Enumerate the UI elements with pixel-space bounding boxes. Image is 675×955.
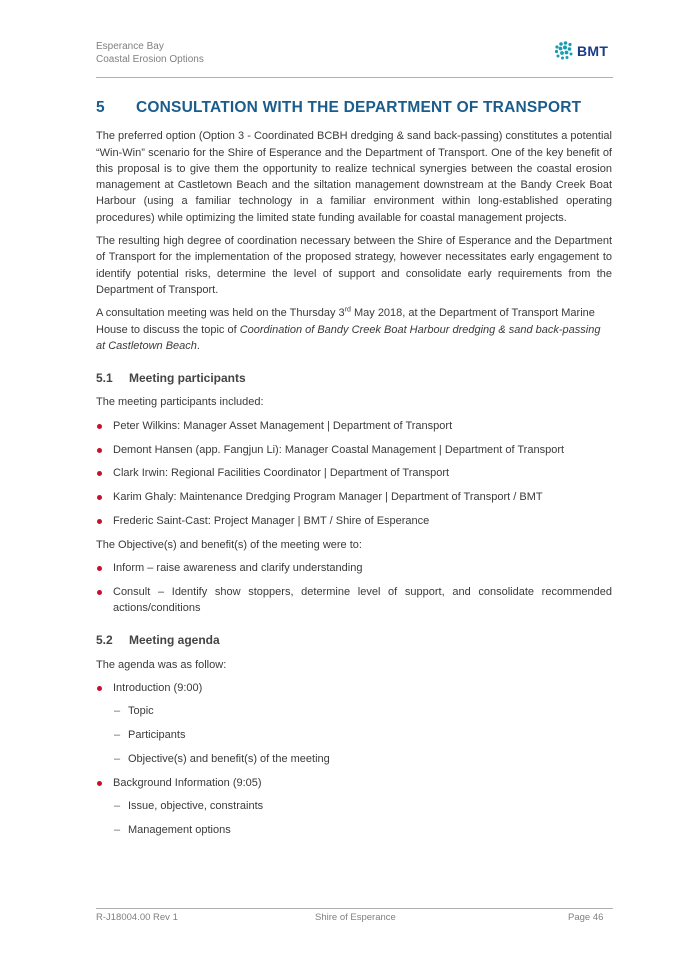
subsection-title: Meeting agenda [129, 633, 220, 648]
list-item: – Participants [113, 727, 612, 743]
footer-page-number: Page 46 [568, 912, 604, 923]
superscript-ordinal: rd [344, 306, 351, 314]
subsection-number: 5.1 [96, 371, 113, 386]
subsection-heading-agenda [96, 632, 612, 648]
header-divider [96, 77, 613, 78]
footer-report-number: R-J18004.00 Rev 1 [96, 912, 178, 923]
bmt-logo [553, 40, 608, 62]
page-content [96, 100, 612, 846]
agenda-item-label: Introduction (9:00) [113, 682, 203, 695]
list-item: – Management options [113, 822, 612, 838]
list-item: Clark Irwin: Regional Facilities Coordinator | Department of Transport [96, 465, 612, 481]
agenda-item-introduction [96, 680, 612, 767]
section-number: 5 [96, 99, 105, 116]
meeting-text-end: . [196, 339, 200, 352]
participants-list [96, 418, 612, 529]
list-item: Consult – Identify show stoppers, determine level of support, and consolidate recommended actions/conditions [96, 584, 612, 617]
agenda-intro: The agenda was as follow: [96, 658, 227, 671]
section-title: CONSULTATION WITH THE DEPARTMENT OF TRANSPORT [136, 99, 582, 116]
subsection-heading-participants [96, 370, 612, 386]
list-item: – Issue, objective, constraints [113, 798, 612, 814]
logo-text: BMT [577, 43, 609, 59]
list-item: Demont Hansen (app. Fangjun Li): Manager Coastal Management | Department of Transport [96, 442, 612, 458]
header-project-name: Esperance Bay [96, 41, 164, 52]
objectives-list [96, 560, 612, 616]
meeting-text-part2: May 2018, at the Department of Transport Marine House to discuss the topic of [96, 307, 595, 336]
agenda-sublist [113, 798, 612, 838]
agenda-sublist [113, 703, 612, 767]
paragraph-coordination: The resulting high degree of coordination necessary between the Shire of Esperance and the Department of Transport for the implementation of the proposed strategy, however necessitates early engagement to identify potential risks, determine the level of support and consolidate early requirements from the Department of Transport. [96, 235, 612, 296]
running-header [96, 40, 204, 66]
paragraph-meeting [96, 305, 612, 354]
bmt-globe-icon [553, 40, 575, 62]
agenda-list [96, 680, 612, 838]
meeting-topic: Coordination of Bandy Creek Boat Harbour dredging & sand back-passing at Castletown Beach [96, 323, 601, 352]
agenda-item-label: Background Information (9:05) [113, 776, 262, 789]
subsection-title: Meeting participants [129, 371, 246, 386]
agenda-item-background [96, 775, 612, 838]
footer-client: Shire of Esperance [315, 912, 396, 923]
footer-divider [96, 908, 613, 909]
list-item: Peter Wilkins: Manager Asset Management | Department of Transport [96, 418, 612, 434]
header-report-name: Coastal Erosion Options [96, 54, 204, 65]
subsection-number: 5.2 [96, 633, 113, 648]
meeting-text-part1: A consultation meeting was held on the Thursday 3 [96, 307, 345, 320]
section-heading [96, 100, 612, 116]
list-item: – Topic [113, 703, 612, 719]
objectives-intro: The Objective(s) and benefit(s) of the meeting were to: [96, 538, 362, 551]
list-item: Frederic Saint-Cast: Project Manager | BMT / Shire of Esperance [96, 513, 612, 529]
list-item: – Objective(s) and benefit(s) of the meeting [113, 751, 612, 767]
participants-intro: The meeting participants included: [96, 396, 264, 409]
paragraph-preferred-option: The preferred option (Option 3 - Coordinated BCBH dredging & sand back-passing) constitutes a potential “Win-Win” scenario for the Shire of Esperance and the Department of Transport. One of the key benefit of this proposal is to give them the opportunity to realize technical synergies between the coastal erosion management at Castletown Beach and the siltation management downstream at the Bandy Creek Boat Harbour (using a familiar technology in a familiar environment within long-established operating procedures) while optimizing the limited state funding available for coastal management projects. [96, 130, 612, 224]
list-item: Karim Ghaly: Maintenance Dredging Program Manager | Department of Transport / BMT [96, 489, 612, 505]
list-item: Inform – raise awareness and clarify understanding [96, 560, 612, 576]
